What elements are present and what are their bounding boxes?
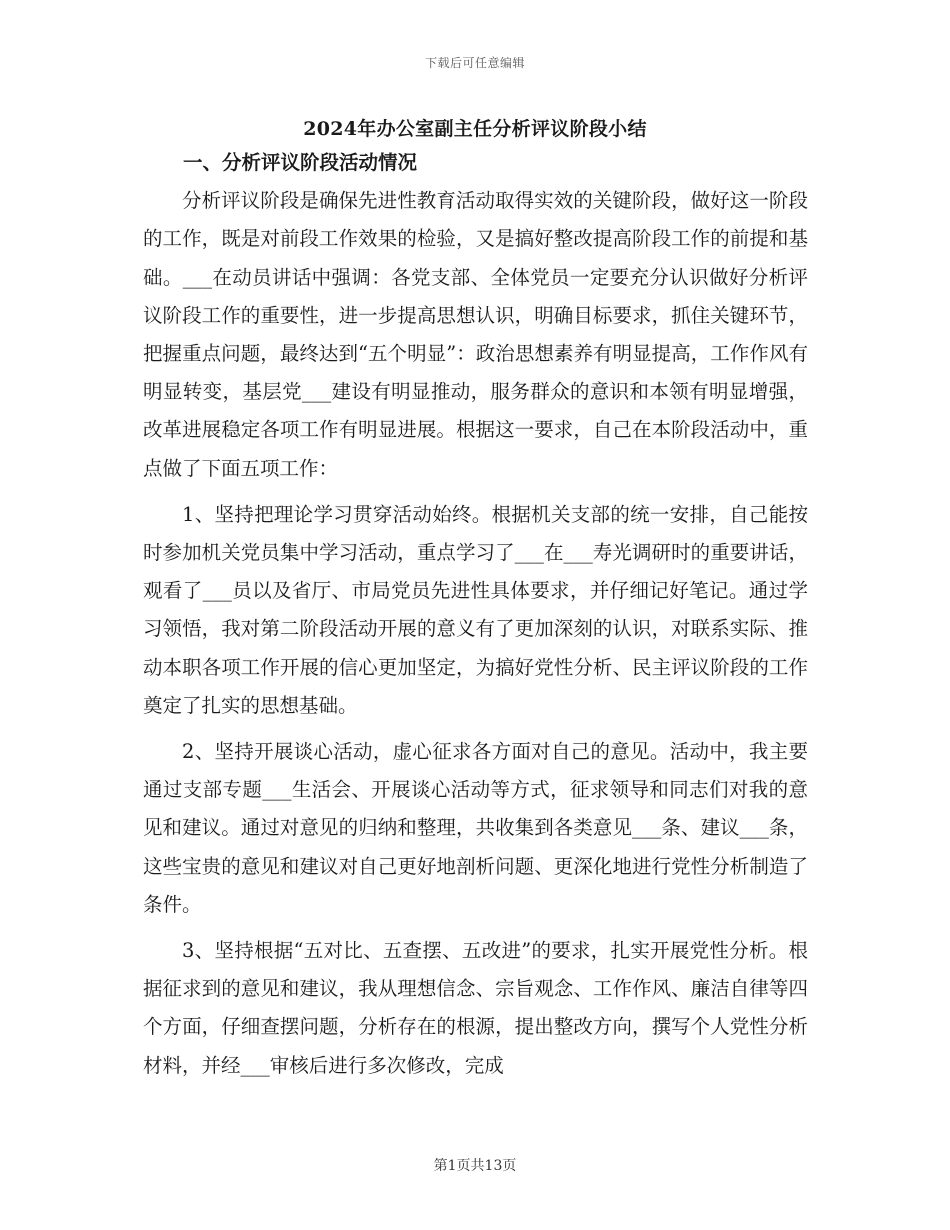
paragraph-item-1: 1、坚持把理论学习贯穿活动始终。根据机关支部的统一安排，自己能按时参加机关党员集中学习活动，重点学习了___在___寿光调研时的重要讲话，观看了___员以及省厅、市局党员先进性具体要求，并仔细记好笔记。通过学习领悟，我对第二阶段活动开展的意义有了更加深刻的认识，对联系实际、推动本职各项工作开展的信心更加坚定，为搞好党性分析、民主评议阶段的工作奠定了扎实的思想基础。	[143, 502, 808, 717]
paragraph-item-2: 2、坚持开展谈心活动，虚心征求各方面对自己的意见。活动中，我主要通过支部专题___生活会、开展谈心活动等方式，征求领导和同志们对我的意见和建议。通过对意见的归纳和整理，共收集到各类意见___条、建议___条，这些宝贵的意见和建议对自己更好地剖析问题、更深化地进行党性分析制造了条件。	[143, 740, 808, 916]
header-note: 下载后可任意编辑	[424, 56, 525, 70]
document-body	[143, 144, 808, 1085]
page-number-footer: 第1页共13页	[433, 1158, 517, 1174]
document-title: 2024年办公室副主任分析评议阶段小结	[303, 118, 647, 140]
paragraph-item-3: 3、坚持根据“五对比、五查摆、五改进”的要求，扎实开展党性分析。根据征求到的意见和建议，我从理想信念、宗旨观念、工作作风、廉洁自律等四个方面，仔细查摆问题，分析存在的根源，提出整改方向，撰写个人党性分析材料，并经___审核后进行多次修改，完成	[143, 939, 808, 1077]
paragraph-intro: 分析评议阶段是确保先进性教育活动取得实效的关键阶段，做好这一阶段的工作，既是对前段工作效果的检验，又是搞好整改提高阶段工作的前提和基础。___在动员讲话中强调：各党支部、全体党员一定要充分认识做好分析评议阶段工作的重要性，进一步提高思想认识，明确目标要求，抓住关键环节，把握重点问题，最终达到“五个明显”：政治思想素养有明显提高，工作作风有明显转变，基层党___建设有明显推动，服务群众的意识和本领有明显增强，改革进展稳定各项工作有明显进展。根据这一要求，自己在本阶段活动中，重点做了下面五项工作：	[143, 189, 808, 480]
section-heading: 一、分析评议阶段活动情况	[183, 151, 418, 174]
